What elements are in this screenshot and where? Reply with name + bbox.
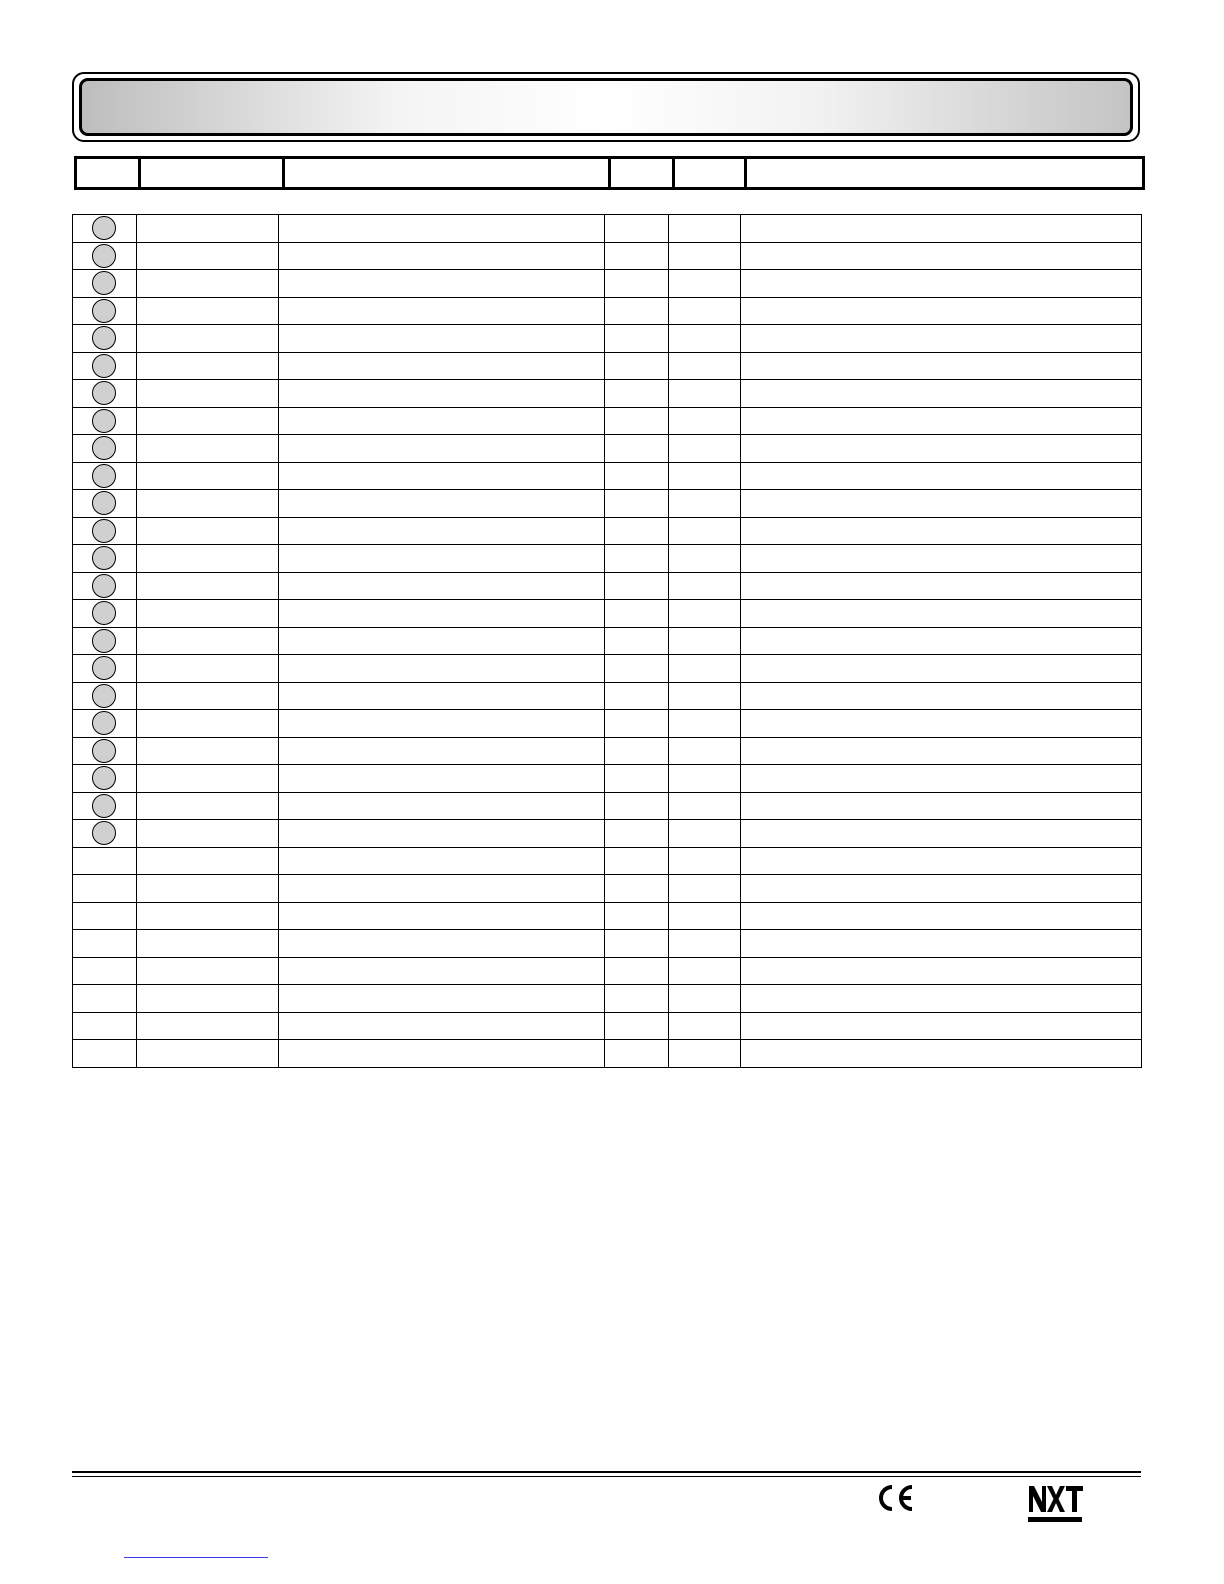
cell-unit <box>669 1012 741 1040</box>
callout-number-badge <box>92 711 116 735</box>
cell-quantity <box>605 297 669 325</box>
cell-description <box>279 820 605 848</box>
cell-quantity <box>605 435 669 463</box>
cell-unit <box>669 710 741 738</box>
cell-unit <box>669 957 741 985</box>
cell-notes <box>741 655 1142 683</box>
cell-unit <box>669 930 741 958</box>
cell-unit <box>669 792 741 820</box>
cell-notes <box>741 682 1142 710</box>
cell-quantity <box>605 765 669 793</box>
cell-part-number <box>137 545 279 573</box>
cell-description <box>279 242 605 270</box>
cell-description <box>279 572 605 600</box>
table-row <box>73 1040 1142 1068</box>
cell-quantity <box>605 985 669 1013</box>
row-index-cell <box>73 875 137 903</box>
parts-table <box>72 214 1142 1068</box>
table-row <box>73 242 1142 270</box>
callout-number-badge <box>92 464 116 488</box>
callout-number-badge <box>92 244 116 268</box>
cell-quantity <box>605 875 669 903</box>
table-row <box>73 737 1142 765</box>
cell-unit <box>669 242 741 270</box>
cell-notes <box>741 352 1142 380</box>
table-row <box>73 875 1142 903</box>
cell-part-number <box>137 297 279 325</box>
cell-description <box>279 655 605 683</box>
row-index-cell <box>73 682 137 710</box>
row-index-cell <box>73 435 137 463</box>
cell-notes <box>741 847 1142 875</box>
cell-part-number <box>137 985 279 1013</box>
cell-unit <box>669 462 741 490</box>
cell-description <box>279 380 605 408</box>
table-row <box>73 545 1142 573</box>
table-row <box>73 902 1142 930</box>
callout-number-badge <box>92 326 116 350</box>
cell-quantity <box>605 627 669 655</box>
cell-notes <box>741 462 1142 490</box>
cell-part-number <box>137 792 279 820</box>
cell-notes <box>741 545 1142 573</box>
cell-part-number <box>137 847 279 875</box>
cell-unit <box>669 902 741 930</box>
table-row <box>73 572 1142 600</box>
row-index-cell <box>73 1012 137 1040</box>
cell-unit <box>669 325 741 353</box>
table-row <box>73 462 1142 490</box>
cell-unit <box>669 737 741 765</box>
row-index-cell <box>73 325 137 353</box>
cell-unit <box>669 215 741 243</box>
cell-description <box>279 682 605 710</box>
cell-quantity <box>605 352 669 380</box>
row-index-cell <box>73 352 137 380</box>
cell-description <box>279 957 605 985</box>
row-index-cell <box>73 957 137 985</box>
cell-quantity <box>605 655 669 683</box>
cell-description <box>279 930 605 958</box>
cell-description <box>279 1040 605 1068</box>
cell-quantity <box>605 545 669 573</box>
cell-notes <box>741 242 1142 270</box>
cell-part-number <box>137 380 279 408</box>
table-row <box>73 820 1142 848</box>
cell-description <box>279 627 605 655</box>
row-index-cell <box>73 517 137 545</box>
callout-number-badge <box>92 299 116 323</box>
cell-unit <box>669 682 741 710</box>
cell-unit <box>669 352 741 380</box>
table-row <box>73 490 1142 518</box>
row-index-cell <box>73 737 137 765</box>
cell-part-number <box>137 765 279 793</box>
cell-notes <box>741 270 1142 298</box>
table-row <box>73 600 1142 628</box>
footer-divider-thin <box>72 1476 1141 1477</box>
cell-notes <box>741 930 1142 958</box>
cell-quantity <box>605 600 669 628</box>
page-title <box>79 78 1133 136</box>
table-row <box>73 765 1142 793</box>
cell-quantity <box>605 517 669 545</box>
cell-unit <box>669 985 741 1013</box>
table-row <box>73 352 1142 380</box>
cell-quantity <box>605 820 669 848</box>
cell-quantity <box>605 380 669 408</box>
cell-unit <box>669 435 741 463</box>
callout-number-badge <box>92 574 116 598</box>
cell-unit <box>669 517 741 545</box>
cell-notes <box>741 572 1142 600</box>
table-row <box>73 380 1142 408</box>
callout-number-badge <box>92 821 116 845</box>
callout-number-badge <box>92 739 116 763</box>
callout-number-badge <box>92 684 116 708</box>
callout-number-badge <box>92 354 116 378</box>
cell-notes <box>741 710 1142 738</box>
cell-description <box>279 545 605 573</box>
cell-part-number <box>137 435 279 463</box>
cell-description <box>279 985 605 1013</box>
column-header-part-number <box>140 158 284 189</box>
cell-description <box>279 297 605 325</box>
cell-notes <box>741 985 1142 1013</box>
cell-quantity <box>605 847 669 875</box>
cell-description <box>279 847 605 875</box>
row-index-cell <box>73 1040 137 1068</box>
cell-unit <box>669 572 741 600</box>
table-row <box>73 627 1142 655</box>
cell-notes <box>741 517 1142 545</box>
cell-description <box>279 1012 605 1040</box>
cell-unit <box>669 655 741 683</box>
callout-number-badge <box>92 766 116 790</box>
cell-quantity <box>605 572 669 600</box>
cell-unit <box>669 407 741 435</box>
cell-description <box>279 435 605 463</box>
row-index-cell <box>73 600 137 628</box>
table-row <box>73 957 1142 985</box>
table-row <box>73 297 1142 325</box>
cell-description <box>279 875 605 903</box>
table-row <box>73 985 1142 1013</box>
row-index-cell <box>73 710 137 738</box>
cell-part-number <box>137 627 279 655</box>
cell-description <box>279 710 605 738</box>
cell-unit <box>669 765 741 793</box>
cell-part-number <box>137 1040 279 1068</box>
table-row <box>73 517 1142 545</box>
cell-unit <box>669 600 741 628</box>
cell-part-number <box>137 490 279 518</box>
cell-notes <box>741 792 1142 820</box>
table-row <box>73 270 1142 298</box>
table-row <box>73 1012 1142 1040</box>
cell-notes <box>741 325 1142 353</box>
table-row <box>73 407 1142 435</box>
cell-unit <box>669 847 741 875</box>
cell-notes <box>741 1040 1142 1068</box>
cell-description <box>279 737 605 765</box>
table-row <box>73 325 1142 353</box>
cell-part-number <box>137 655 279 683</box>
cell-description <box>279 517 605 545</box>
cell-quantity <box>605 215 669 243</box>
callout-number-badge <box>92 629 116 653</box>
cell-part-number <box>137 930 279 958</box>
cell-notes <box>741 380 1142 408</box>
cell-notes <box>741 215 1142 243</box>
table-row <box>73 215 1142 243</box>
row-index-cell <box>73 902 137 930</box>
column-header-index <box>76 158 140 189</box>
cell-part-number <box>137 242 279 270</box>
table-row <box>73 847 1142 875</box>
callout-number-badge <box>92 601 116 625</box>
table-row <box>73 655 1142 683</box>
cell-quantity <box>605 902 669 930</box>
cell-unit <box>669 545 741 573</box>
cell-notes <box>741 600 1142 628</box>
column-header-quantity <box>610 158 674 189</box>
row-index-cell <box>73 545 137 573</box>
cell-notes <box>741 490 1142 518</box>
footer-link[interactable] <box>124 1557 268 1558</box>
cell-description <box>279 215 605 243</box>
cell-notes <box>741 407 1142 435</box>
cell-part-number <box>137 462 279 490</box>
cell-notes <box>741 627 1142 655</box>
cell-quantity <box>605 325 669 353</box>
callout-number-badge <box>92 491 116 515</box>
title-bar <box>72 72 1140 142</box>
cell-description <box>279 902 605 930</box>
cell-quantity <box>605 682 669 710</box>
cell-part-number <box>137 957 279 985</box>
cell-part-number <box>137 710 279 738</box>
cell-unit <box>669 270 741 298</box>
column-header-description <box>284 158 610 189</box>
row-index-cell <box>73 792 137 820</box>
callout-number-badge <box>92 381 116 405</box>
cell-quantity <box>605 710 669 738</box>
row-index-cell <box>73 820 137 848</box>
cell-description <box>279 352 605 380</box>
cell-unit <box>669 490 741 518</box>
cell-unit <box>669 875 741 903</box>
cell-part-number <box>137 902 279 930</box>
row-index-cell <box>73 847 137 875</box>
cell-part-number <box>137 572 279 600</box>
cell-description <box>279 792 605 820</box>
table-row <box>73 435 1142 463</box>
cell-part-number <box>137 682 279 710</box>
column-header-table <box>74 156 1145 190</box>
cell-unit <box>669 297 741 325</box>
row-index-cell <box>73 572 137 600</box>
cell-notes <box>741 765 1142 793</box>
cell-part-number <box>137 407 279 435</box>
cell-unit <box>669 1040 741 1068</box>
cell-description <box>279 462 605 490</box>
cell-description <box>279 407 605 435</box>
callout-number-badge <box>92 271 116 295</box>
cell-quantity <box>605 407 669 435</box>
cell-part-number <box>137 1012 279 1040</box>
cell-description <box>279 325 605 353</box>
cell-quantity <box>605 1040 669 1068</box>
row-index-cell <box>73 627 137 655</box>
callout-number-badge <box>92 519 116 543</box>
cell-part-number <box>137 270 279 298</box>
parts-table-body <box>73 215 1142 1068</box>
cell-quantity <box>605 242 669 270</box>
cell-part-number <box>137 875 279 903</box>
table-row <box>73 682 1142 710</box>
cell-unit <box>669 820 741 848</box>
row-index-cell <box>73 297 137 325</box>
cell-quantity <box>605 792 669 820</box>
cell-part-number <box>137 737 279 765</box>
cell-unit <box>669 380 741 408</box>
cell-description <box>279 270 605 298</box>
row-index-cell <box>73 930 137 958</box>
cell-part-number <box>137 215 279 243</box>
row-index-cell <box>73 242 137 270</box>
cell-notes <box>741 957 1142 985</box>
cell-notes <box>741 297 1142 325</box>
row-index-cell <box>73 985 137 1013</box>
table-row <box>73 792 1142 820</box>
cell-quantity <box>605 490 669 518</box>
callout-number-badge <box>92 436 116 460</box>
cell-unit <box>669 627 741 655</box>
column-header-unit <box>674 158 746 189</box>
cell-description <box>279 765 605 793</box>
callout-number-badge <box>92 409 116 433</box>
row-index-cell <box>73 765 137 793</box>
cell-description <box>279 600 605 628</box>
cell-notes <box>741 1012 1142 1040</box>
callout-number-badge <box>92 656 116 680</box>
cell-notes <box>741 737 1142 765</box>
cell-part-number <box>137 600 279 628</box>
cell-part-number <box>137 820 279 848</box>
cell-description <box>279 490 605 518</box>
cell-quantity <box>605 737 669 765</box>
cell-notes <box>741 435 1142 463</box>
row-index-cell <box>73 270 137 298</box>
row-index-cell <box>73 407 137 435</box>
cell-quantity <box>605 270 669 298</box>
row-index-cell <box>73 490 137 518</box>
cell-notes <box>741 902 1142 930</box>
cell-quantity <box>605 1012 669 1040</box>
brand-logo <box>1026 1484 1086 1526</box>
cell-part-number <box>137 352 279 380</box>
row-index-cell <box>73 380 137 408</box>
callout-number-badge <box>92 546 116 570</box>
row-index-cell <box>73 655 137 683</box>
callout-number-badge <box>92 216 116 240</box>
column-header-notes <box>746 158 1144 189</box>
cell-part-number <box>137 517 279 545</box>
table-row <box>73 710 1142 738</box>
cell-notes <box>741 820 1142 848</box>
cell-part-number <box>137 325 279 353</box>
cell-notes <box>741 875 1142 903</box>
cell-quantity <box>605 957 669 985</box>
ce-mark-logo <box>876 1484 914 1512</box>
table-row <box>73 930 1142 958</box>
cell-quantity <box>605 930 669 958</box>
column-header-row <box>76 158 1144 189</box>
footer-divider <box>72 1471 1141 1473</box>
row-index-cell <box>73 462 137 490</box>
cell-quantity <box>605 462 669 490</box>
row-index-cell <box>73 215 137 243</box>
callout-number-badge <box>92 794 116 818</box>
